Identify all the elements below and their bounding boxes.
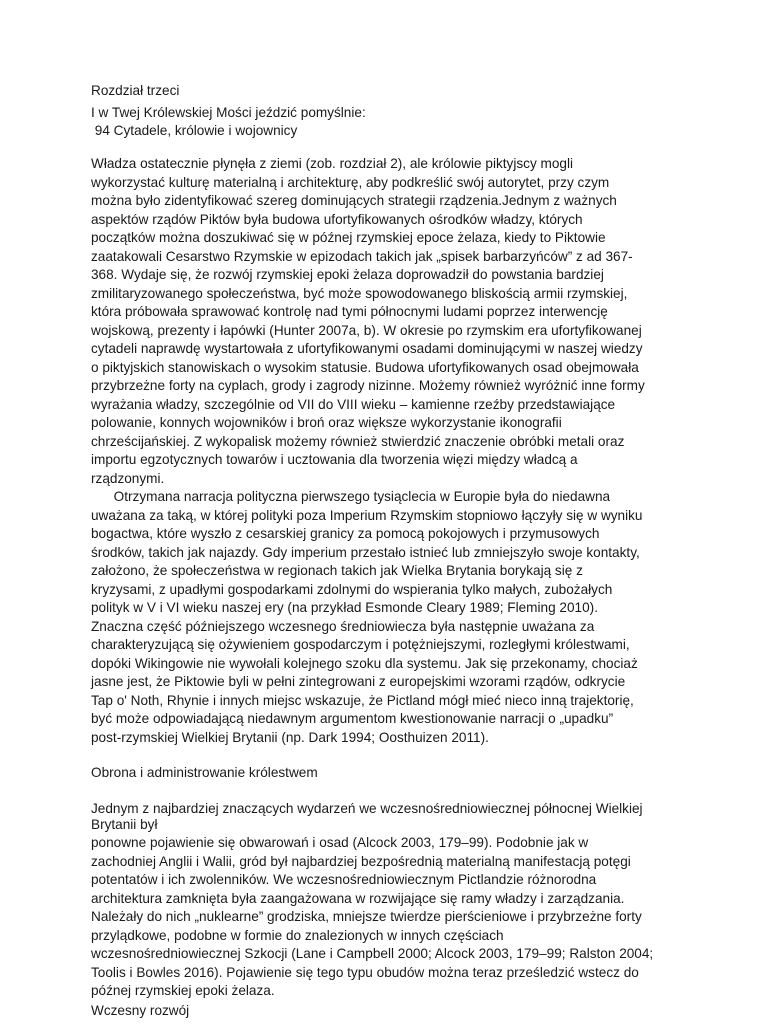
text-line: dopóki Wikingowie nie wywołali kolejnego szoku dla systemu. Jak się przekonamy, chociaż: [91, 656, 638, 671]
text-line: o piktyjskich stanowiskach o wysokim statusie. Budowa ufortyfikowanych osad obejmowała: [91, 360, 639, 375]
text-line: założono, że społeczeństwa w regionach takich jak Wielka Brytania borykają się z: [91, 563, 583, 578]
text-line: cytadeli naprawdę wystartowała z ufortyfikowanymi osadami dominującymi w naszej wiedzy: [91, 341, 643, 356]
text-line: aspektów rządów Piktów była budowa ufortyfikowanych ośrodków władzy, których: [91, 212, 583, 227]
text-line: rządzonymi.: [91, 471, 165, 486]
text-line: Należały do nich „nuklearne” grodziska, mniejsze twierdze pierścieniowe i przybrzeżne forty: [91, 909, 642, 924]
text-line: bogactwa, które wyszło z cesarskiej granicy za pomocą pokojowych i przymusowych: [91, 526, 600, 541]
text-line: zmilitaryzowanego społeczeństwa, być może spowodowanego bliskością armii rzymskiej,: [91, 286, 628, 301]
text-line: wczesnośredniowiecznej Szkocji (Lane i Campbell 2000; Alcock 2003, 179–99; Ralston 2004;: [91, 946, 654, 961]
text-line: uważana za taką, w której polityki poza Imperium Rzymskim stopniowo łączyły się w wyniku: [91, 508, 643, 523]
text-line: środków, takich jak najazdy. Gdy imperium przestało istnieć lub zmniejszyło swoje kontakty,: [91, 545, 640, 560]
text-line: Władza ostatecznie płynęła z ziemi (zob. rozdział 2), ale królowie piktyjscy mogli: [91, 156, 574, 171]
text-line: architektura zamknięta była zaangażowana w rozwijające się ramy władzy i zarządzania.: [91, 891, 625, 906]
text-line: można było zidentyfikować szereg dominujących strategii rządzenia.Jednym z ważnych: [91, 193, 617, 208]
text-line: przybrzeżne forty na cyplach, grody i zagrody nizinne. Możemy również wyróżnić inne formy: [91, 378, 645, 393]
text-line: importu egzotycznych towarów i ucztowania dla tworzenia więzi między władcą a: [91, 452, 578, 467]
text-line: kryzysami, z upadłymi gospodarkami zdolnymi do wspierania tylko małych, zubożałych: [91, 582, 613, 597]
text-line: Znaczna część późniejszego wczesnego średniowiecza była następnie uważana za: [91, 619, 595, 634]
text-line: wyrażania władzy, szczególnie od VII do VIII wieku – kamienne rzeźby przedstawiające: [91, 397, 616, 412]
text-line: przylądkowe, podobne w formie do znalezionych w innych częściach: [91, 928, 504, 943]
text-line: zaatakowali Cesarstwo Rzymskie w epizodach takich jak „spisek barbarzyńców” z ad 367-: [91, 249, 633, 264]
text-line: Tap o' Noth, Rhynie i innych miejsc wskazuje, że Pictland mógł mieć nieco inną trajektorię,: [91, 693, 634, 708]
text-line: potentatów i ich zwolenników. We wczesnośredniowiecznym Pictlandzie różnorodna: [91, 872, 597, 887]
text-line: zachodniej Anglii i Walii, gród był najbardziej bezpośrednią materialną manifestacją potęgi: [91, 854, 631, 869]
text-line: jasne jest, że Piktowie byli w pełni zintegrowani z europejskimi wzorami rządów, odkrycie: [91, 674, 626, 689]
text-line: polityk w V i VI wieku naszej ery (na przykład Esmonde Cleary 1989; Fleming 2010).: [91, 600, 598, 615]
text-line: charakteryzującą się ożywieniem gospodarczym i potężniejszymi, rozległymi królestwami,: [91, 637, 630, 652]
text-line: która próbowała sprawować kontrolę nad tymi północnymi ludami poprzez interwencję: [91, 304, 608, 319]
text-line: polowanie, konnych wojowników i broń oraz większe wykorzystanie ikonografii: [91, 415, 562, 430]
text-line: Brytanii był: [91, 817, 158, 832]
chapter-label: Rozdział trzeci: [91, 83, 180, 98]
text-line: Otrzymana narracja polityczna pierwszego tysiąclecia w Europie była do niedawna: [91, 489, 611, 504]
text-line: ponowne pojawienie się obwarowań i osad (Alcock 2003, 179–99). Podobnie jak w: [91, 835, 589, 850]
text-line: późnej rzymskiej epoki żelaza.: [91, 983, 275, 998]
text-line: wojskową, prezenty i łapówki (Hunter 2007a, b). W okresie po rzymskim era ufortyfikowanej: [91, 323, 642, 338]
text-line: 368. Wydaje się, że rozwój rzymskiej epoki żelaza doprowadził do powstania bardziej: [91, 267, 604, 282]
text-line: post-rzymskiej Wielkiej Brytanii (np. Dark 1994; Oosthuizen 2011).: [91, 730, 489, 745]
text-line: początków można doszukiwać się w późnej rzymskiej epoce żelaza, kiedy to Piktowie: [91, 230, 606, 245]
text-line: wykorzystać kulturę materialną i architekturę, aby podkreślić swój autorytet, przy czym: [91, 175, 610, 190]
chapter-title: I w Twej Królewskiej Mości jeździć pomyślnie:: [91, 105, 366, 120]
subsection-heading: Wczesny rozwój: [91, 1003, 190, 1018]
text-line: być może odpowiadającą niedawnym argumentom kwestionowanie narracji o „upadku”: [91, 711, 614, 726]
chapter-subtitle: 94 Cytadele, królowie i wojownicy: [91, 123, 298, 138]
text-line: Jednym z najbardziej znaczących wydarzeń we wczesnośredniowiecznej północnej Wielkiej: [91, 801, 643, 816]
text-line: chrześcijańskiej. Z wykopalisk możemy również stwierdzić znaczenie obróbki metali oraz: [91, 434, 625, 449]
text-line: Toolis i Bowles 2016). Pojawienie się tego typu obudów można teraz prześledzić wstecz do: [91, 965, 639, 980]
section-heading: Obrona i administrowanie królestwem: [91, 765, 318, 780]
